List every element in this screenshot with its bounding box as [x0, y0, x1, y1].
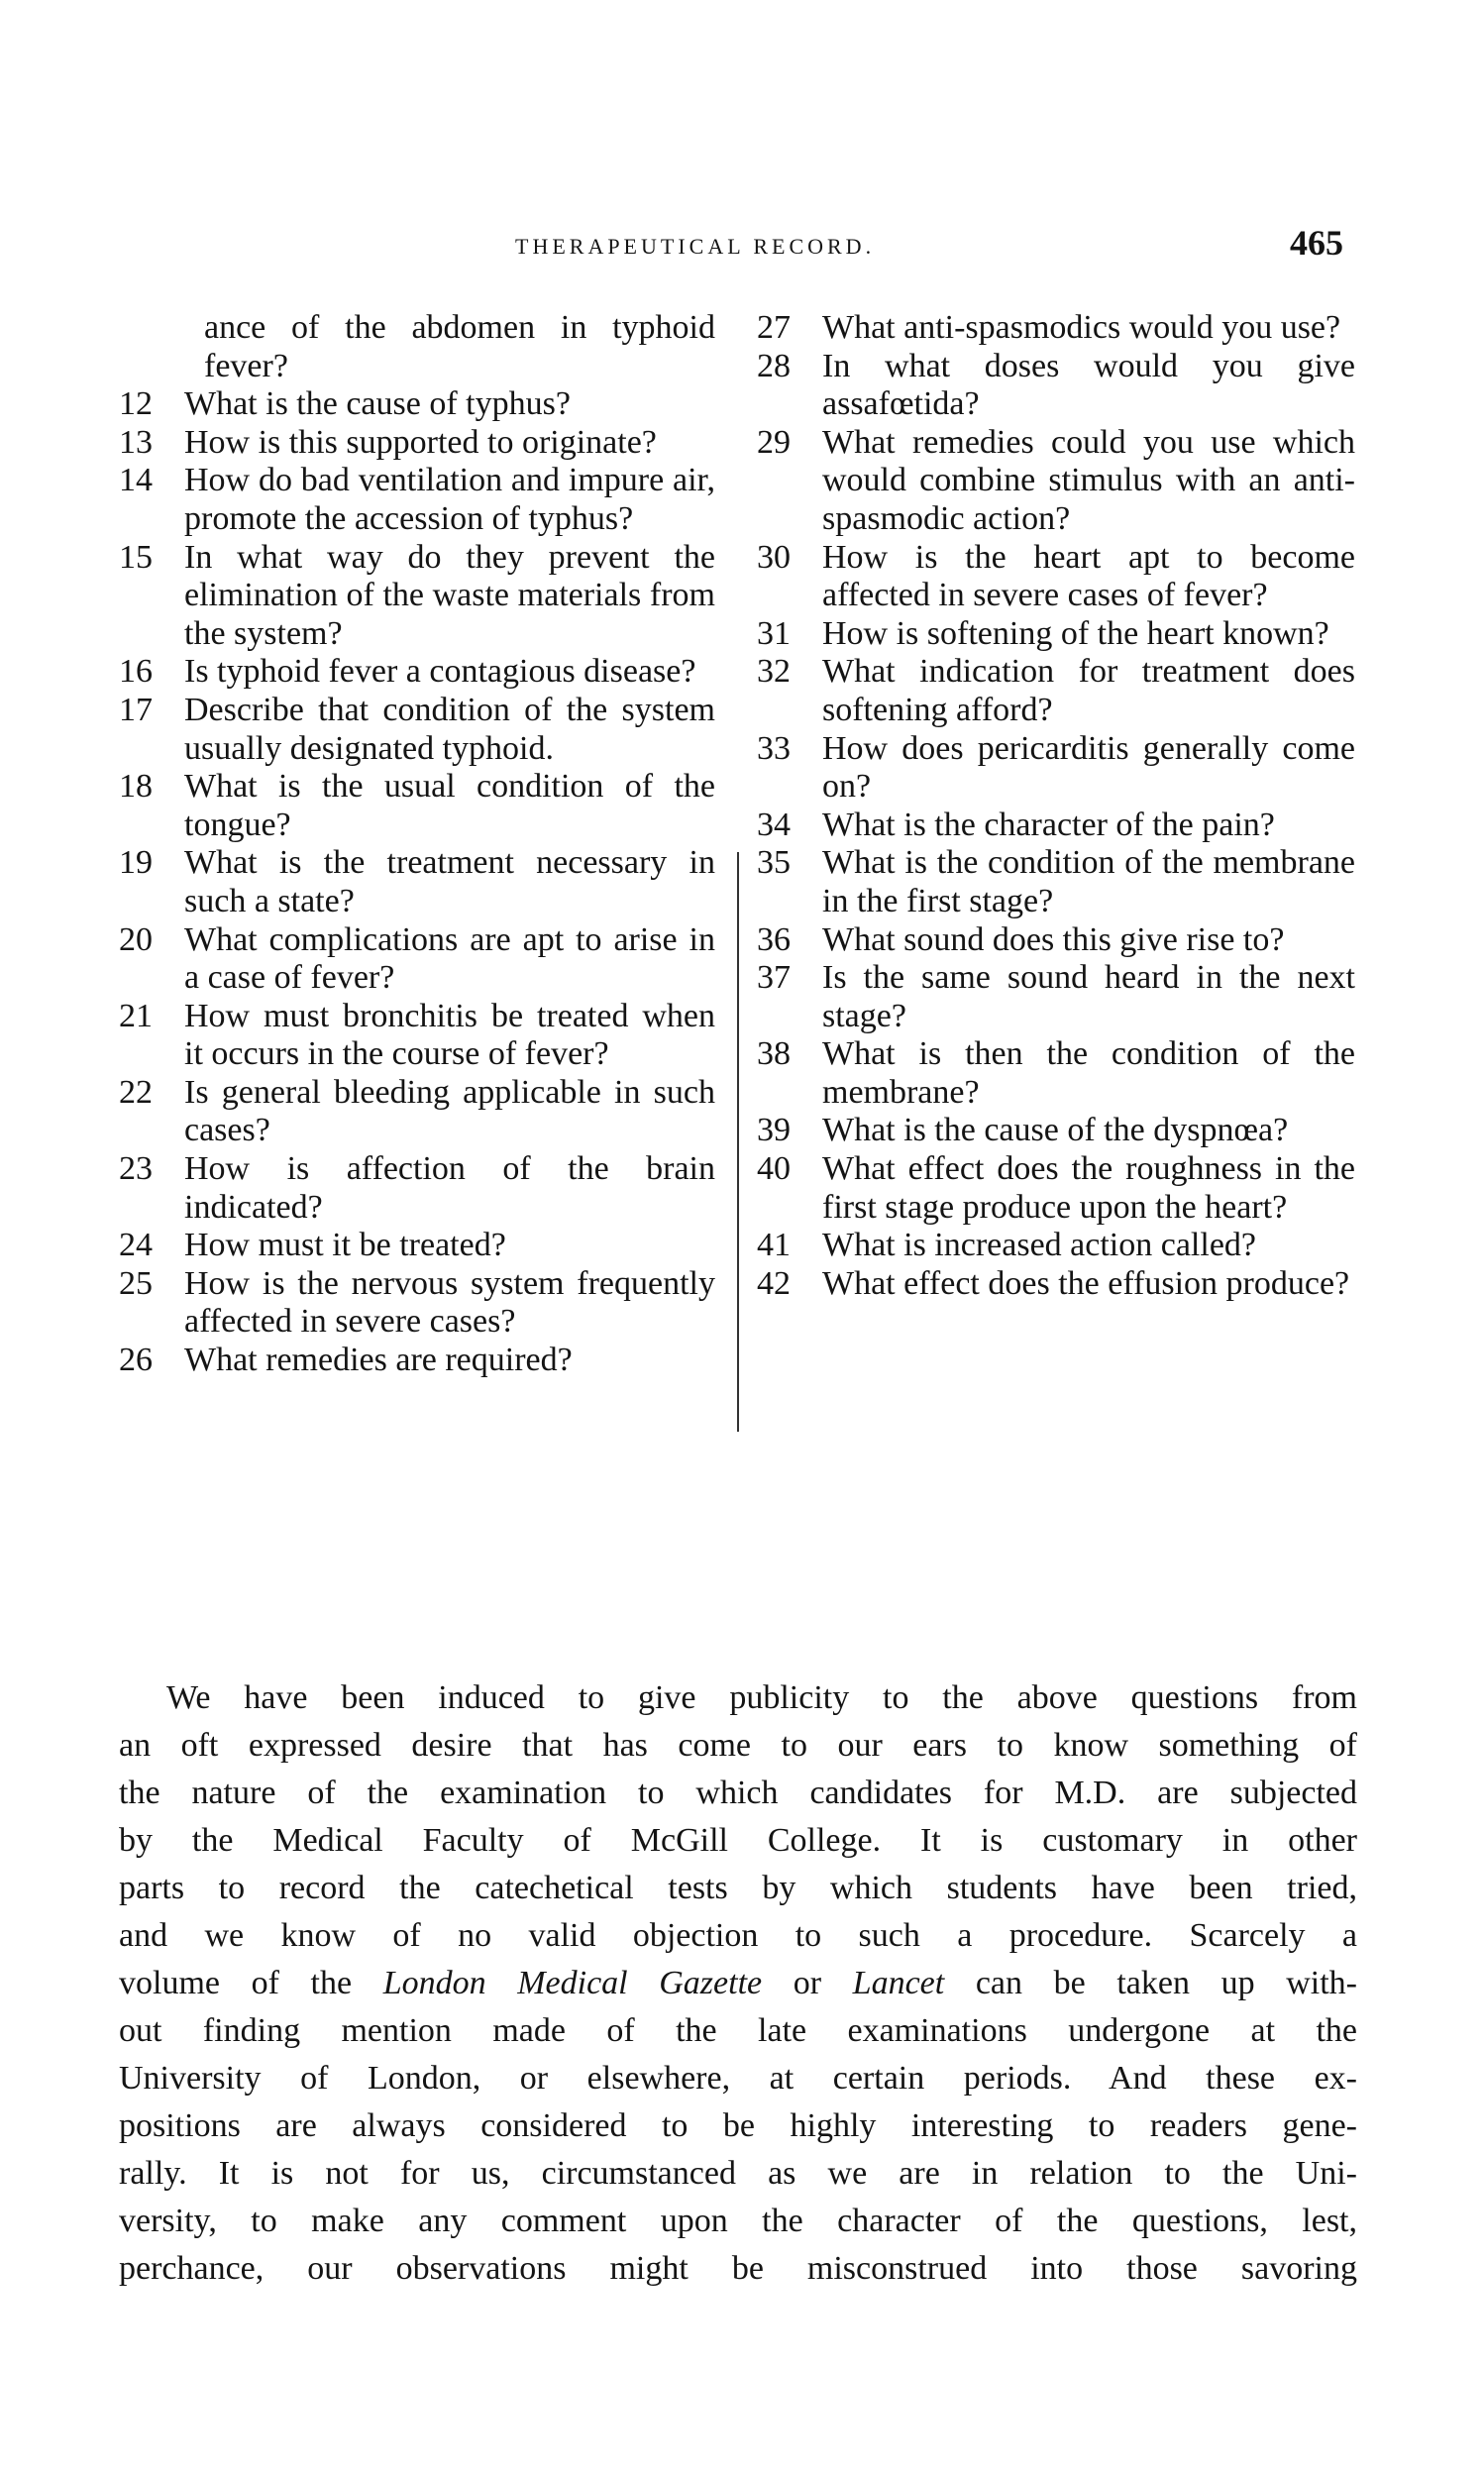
question-item	[119, 385, 715, 424]
paragraph-line: parts to record the catechetical tests by which students have been tried,	[119, 1870, 1357, 1906]
question-item	[119, 1150, 715, 1227]
question-number: 35	[757, 844, 791, 882]
question-text: What is the condition of the membrane in the first stage?	[822, 844, 1355, 919]
question-item	[119, 1342, 715, 1380]
page-number: 465	[1290, 223, 1343, 263]
question-text: What is the cause of typhus?	[184, 385, 571, 423]
question-text: What indication for treatment does softening afford?	[822, 653, 1355, 728]
question-number: 31	[757, 614, 791, 652]
question-number: 23	[119, 1150, 153, 1188]
question-text: How does pericarditis generally come on?	[822, 729, 1355, 806]
question-text: How is affection of the brain indicated?	[184, 1150, 715, 1226]
question-text: How is softening of the heart known?	[822, 614, 1329, 652]
question-number: 15	[119, 538, 153, 576]
question-text: How is the heart apt to become affected in severe cases of fever?	[822, 538, 1355, 614]
question-item	[119, 653, 715, 692]
question-item	[119, 424, 715, 463]
paragraph-line: an oft expressed desire that has come to our ears to know something of	[119, 1727, 1357, 1764]
question-item	[119, 539, 715, 654]
question-number: 29	[757, 423, 791, 461]
question-text: What remedies are required?	[184, 1342, 573, 1379]
question-text: How is this supported to originate?	[184, 423, 657, 461]
question-number: 39	[757, 1112, 791, 1149]
question-text: How must it be treated?	[184, 1227, 506, 1264]
question-number: 37	[757, 959, 791, 997]
question-text: In what way do they prevent the elimination of the waste materials from the system?	[184, 538, 715, 652]
question-item	[119, 1265, 715, 1342]
paragraph-line: the nature of the examination to which candidates for M.D. are subjected	[119, 1775, 1357, 1811]
question-list-left	[119, 309, 715, 1380]
question-text: What complications are apt to arise in a case of fever?	[184, 920, 715, 997]
question-number: 25	[119, 1264, 153, 1302]
question-item	[757, 1150, 1355, 1227]
question-item	[757, 539, 1355, 615]
question-text: How must bronchitis be treated when it occurs in the course of fever?	[184, 997, 715, 1073]
paragraph-line: University of London, or elsewhere, at certain periods. And these ex-	[119, 2060, 1357, 2097]
question-text: What is increased action called?	[822, 1227, 1256, 1264]
running-head: THERAPEUTICAL RECORD.	[515, 234, 876, 259]
question-number: 33	[757, 729, 791, 767]
paragraph-line: and we know of no valid objection to such a procedure. Scarcely a	[119, 1917, 1357, 1954]
question-number: 38	[757, 1035, 791, 1073]
question-text: In what doses would you give assafœtida?	[822, 347, 1355, 423]
question-item	[757, 1035, 1355, 1112]
question-number: 13	[119, 423, 153, 461]
question-item	[757, 615, 1355, 654]
journal-title: Lancet	[852, 1965, 945, 2001]
question-item	[757, 348, 1355, 424]
question-text: ance of the abdomen in typhoid fever?	[204, 309, 715, 384]
question-item	[757, 730, 1355, 807]
question-item	[119, 921, 715, 998]
question-number: 40	[757, 1150, 791, 1188]
question-number: 36	[757, 920, 791, 958]
paragraph-line: out finding mention made of the late examinations undergone at the	[119, 2012, 1357, 2049]
question-text: What is the character of the pain?	[822, 806, 1275, 843]
question-item	[119, 1074, 715, 1150]
question-text: What remedies could you use which would combine stimulus with an anti-spasmodic action?	[822, 423, 1355, 537]
question-text: What sound does this give rise to?	[822, 920, 1285, 958]
question-text: What is the cause of the dyspnœa?	[822, 1112, 1289, 1149]
question-item	[119, 462, 715, 538]
question-text: Is the same sound heard in the next stage?	[822, 959, 1355, 1034]
question-number: 22	[119, 1073, 153, 1111]
question-number: 26	[119, 1342, 153, 1379]
question-item	[757, 807, 1355, 845]
question-number: 41	[757, 1227, 791, 1264]
question-number: 18	[119, 768, 153, 806]
paragraph-line: positions are always considered to be highly interesting to readers gene-	[119, 2107, 1357, 2144]
question-text: Describe that condition of the system usually designated typhoid.	[184, 691, 715, 767]
question-item	[119, 309, 715, 385]
question-item	[119, 692, 715, 768]
journal-title: London Medical Gazette	[382, 1965, 763, 2001]
question-text: What effect does the roughness in the first stage produce upon the heart?	[822, 1150, 1355, 1226]
question-text: What effect does the effusion produce?	[822, 1264, 1350, 1302]
question-number: 14	[119, 462, 153, 499]
question-number: 16	[119, 653, 153, 691]
question-text: What anti-spasmodics would you use?	[822, 309, 1341, 346]
question-number: 30	[757, 538, 791, 576]
paragraph-line	[119, 1960, 1357, 2007]
question-text: Is general bleeding applicable in such cases?	[184, 1073, 715, 1149]
question-number: 20	[119, 920, 153, 958]
question-item	[757, 1112, 1355, 1150]
paragraph-line: perchance, our observations might be misconstrued into those savoring	[119, 2250, 1357, 2287]
question-item	[757, 424, 1355, 539]
question-number: 28	[757, 347, 791, 384]
question-item	[757, 309, 1355, 348]
column-divider	[737, 852, 739, 1432]
question-number: 24	[119, 1227, 153, 1264]
question-item	[757, 653, 1355, 729]
paragraph-line: versity, to make any comment upon the character of the questions, lest,	[119, 2203, 1357, 2239]
question-text: Is typhoid fever a contagious disease?	[184, 653, 696, 691]
question-number: 12	[119, 385, 153, 423]
question-item	[757, 1265, 1355, 1304]
question-text: How is the nervous system frequently affected in severe cases?	[184, 1264, 715, 1341]
line-text: volume of the	[119, 1965, 383, 2001]
question-item	[119, 844, 715, 920]
question-text: What is the usual condition of the tongue?	[184, 768, 715, 843]
question-number: 27	[757, 309, 791, 346]
question-number: 32	[757, 653, 791, 691]
line-text: can be taken up with-	[944, 1965, 1357, 2001]
paragraph-line: rally. It is not for us, circumstanced as we are in relation to the Uni-	[119, 2155, 1357, 2192]
question-number: 17	[119, 691, 153, 728]
question-number: 34	[757, 806, 791, 843]
editorial-paragraph	[119, 1674, 1357, 2293]
question-text: What is then the condition of the membrane?	[822, 1035, 1355, 1111]
question-list-right	[757, 309, 1355, 1303]
line-text: or	[762, 1965, 853, 2001]
paragraph-line: by the Medical Faculty of McGill College. It is customary in other	[119, 1822, 1357, 1859]
question-text: How do bad ventilation and impure air, promote the accession of typhus?	[184, 462, 715, 537]
question-item	[757, 921, 1355, 960]
question-item	[119, 1227, 715, 1265]
question-item	[119, 768, 715, 844]
question-item	[757, 844, 1355, 920]
question-item	[119, 998, 715, 1074]
question-item	[757, 959, 1355, 1035]
question-item	[757, 1227, 1355, 1265]
question-number: 21	[119, 997, 153, 1034]
question-number: 19	[119, 844, 153, 882]
paragraph-line: We have been induced to give publicity to the above questions from	[166, 1679, 1357, 1716]
question-text: What is the treatment necessary in such a state?	[184, 844, 715, 919]
question-number: 42	[757, 1264, 791, 1302]
